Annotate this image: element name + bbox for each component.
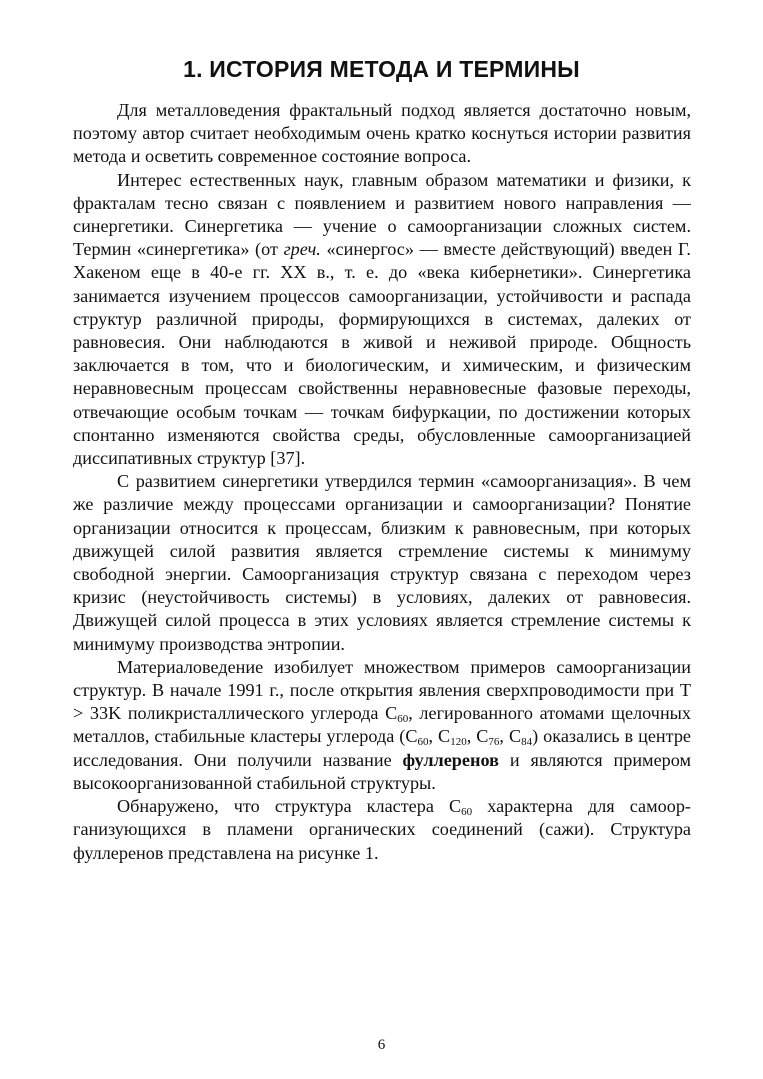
subscript: 76 [488, 736, 500, 749]
term-fullerenes: фуллеренов [402, 749, 499, 770]
subscript: 60 [461, 806, 473, 819]
paragraph-4-text-a: Материаловедение изобилует множеством примеров самоорганизации структур. В начале 1991 г., после открытия явления сверхпроводимости при T > 33K поликристаллического углерода C [73, 656, 691, 724]
paragraph-1: Для металловедения фрактальный подход является достаточно новым, поэтому автор считает необходимым очень кратко коснуться истории развития метода и осветить современное состояние вопроса. [73, 100, 691, 167]
paragraph-4-text-f: ) оказались в центре исследования. Они получили название [73, 726, 691, 770]
paragraph-5 [73, 795, 691, 865]
paragraph-4-text-b: , легированного атомами щелочных металлов, стабильные кластеры углерода (C [73, 703, 692, 747]
paragraph-2-text-a: Интерес естественных наук, главным образом математики и физики, к фракталам тесно связан с появлением и развитием нового направления — синергетики. Синергетика — учение о самоорганизации сложных систем. Термин «синергетика» (от [73, 169, 691, 260]
abbreviation-greek: греч. [283, 239, 321, 260]
subscript: 60 [397, 713, 409, 726]
paragraph-2-text-b: «синергос» — вместе действующий) введен Г. Хакеном еще в 40-е гг. XX в., т. е. до «века кибернетики». Синергетика занимается изучением процессов самоорганизации, устойчивости и распада структур различной природы, формирующихся в системах, далеких от равновесия. Они наблюдаются в живой и неживой природе. Общность заключается в том, что и биологическим, и химическим, и физическим неравновесным процессам свойственны неравновесные фазовые переходы, отвечающие особым точкам — точкам бифуркации, по достижении которых спонтанно изменяются свойства среды, обусловленные самоорганизацией диссипативных структур [37]. [73, 239, 691, 469]
subscript: 84 [521, 736, 533, 749]
paragraph-4-text-e: , C [499, 726, 522, 747]
page-title: 1. ИСТОРИЯ МЕТОДА И ТЕРМИНЫ [183, 56, 580, 82]
paragraph-5-text-b: характерна для самоорганизующихся в пламени органических соединений (сажи). Структура фуллеренов представлена на рисунке 1. [73, 796, 691, 863]
paragraph-3: С развитием синергетики утвердился термин «самоорганизация». В чем же различие между процессами организации и самоорганизации? Понятие организации относится к процессам, близким к равновесным, при которых движущей силой развития является стремление системы к минимуму свободной энергии. Самоорганизация структур связана с переходом через кризис (неустойчивость системы) в условиях, далеких от равновесия. Движущей силой процесса в этих условиях является стремление системы к минимуму производства энтропии. [73, 471, 691, 654]
body-text [73, 99, 691, 865]
paragraph-4 [73, 656, 691, 795]
subscript: 120 [450, 736, 467, 749]
subscript: 60 [417, 736, 429, 749]
paragraph-5-text-a: Обнаружено, что структура кластера C [117, 796, 462, 817]
paragraph-4-text-c: , C [428, 726, 451, 747]
paragraph-4-text-d: , C [466, 726, 489, 747]
page-number: 6 [377, 1037, 386, 1053]
paragraph-2 [73, 169, 691, 471]
paragraph-4-text-g: и являются примером высокоорганизованной стабильной структуры. [73, 749, 691, 793]
